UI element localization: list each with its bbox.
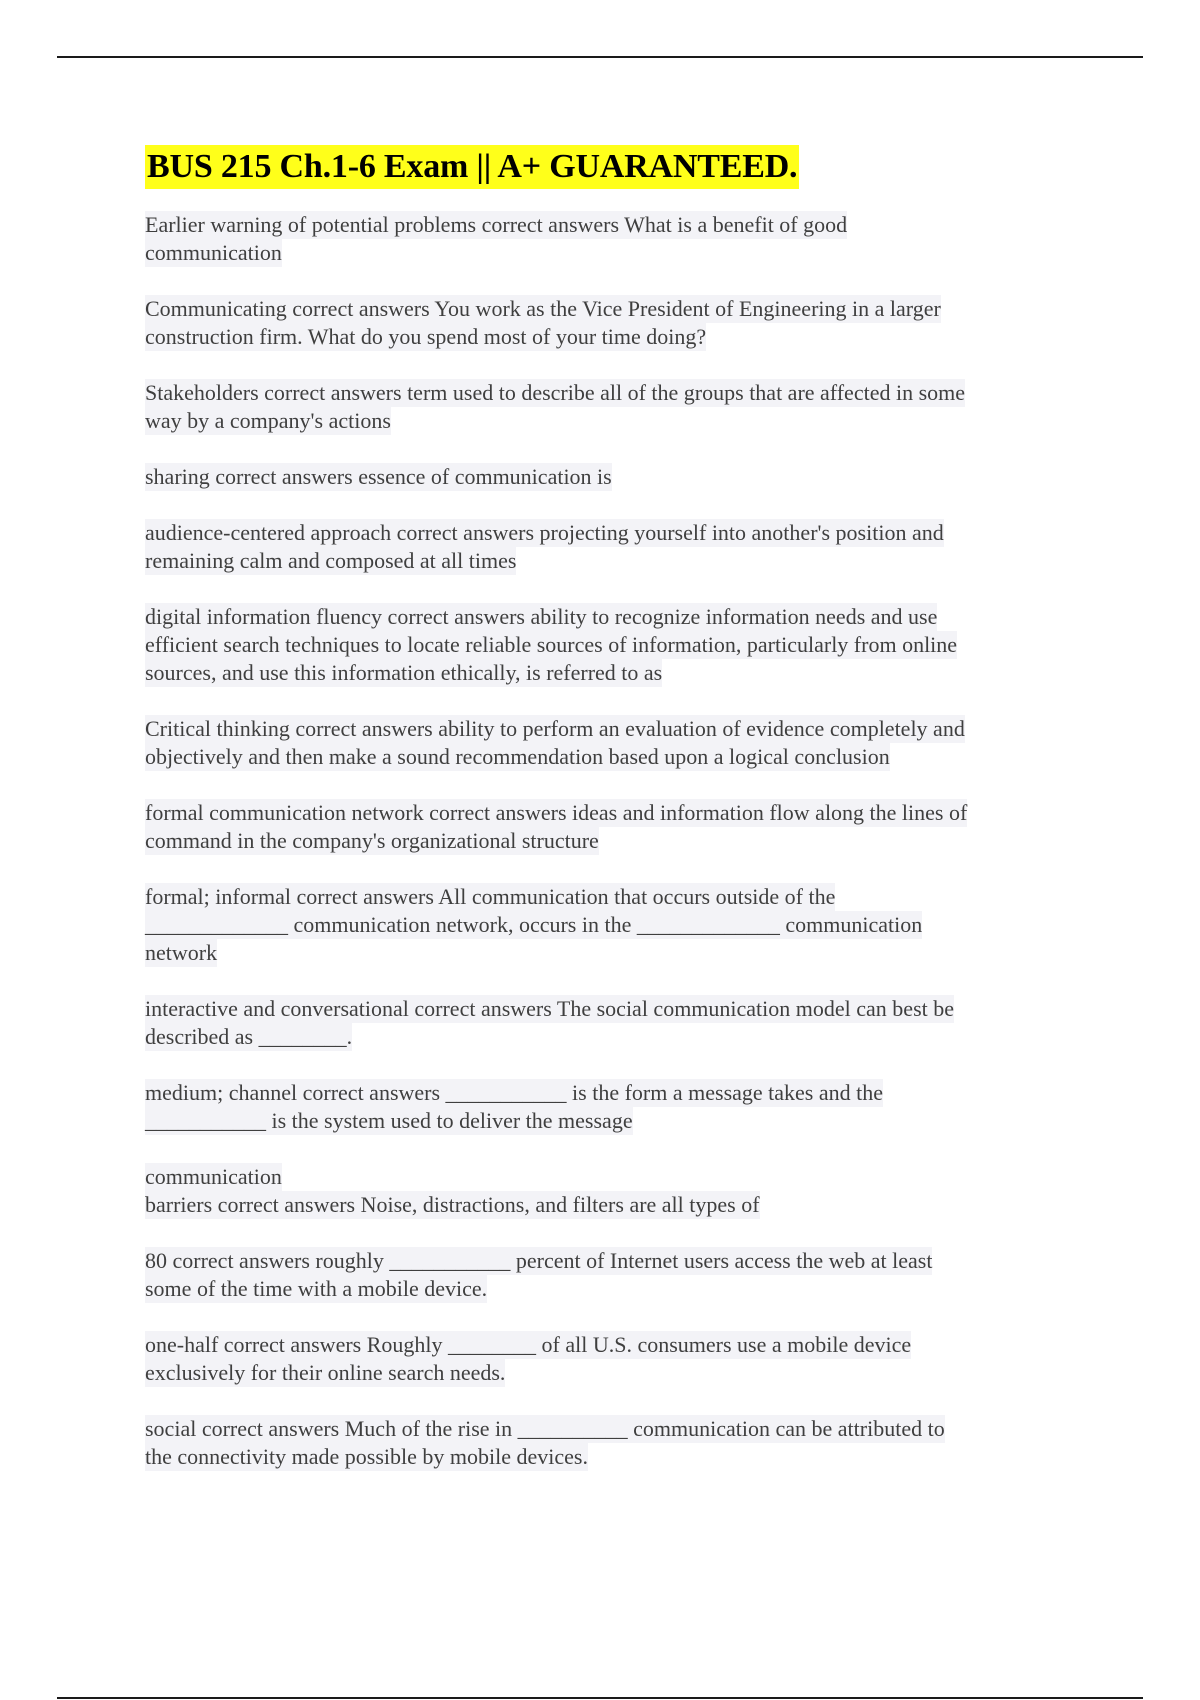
qa-line: Critical thinking correct answers ability to perform an evaluation of evidence completely and — [145, 716, 965, 741]
document-body — [145, 145, 1065, 1499]
qa-item — [145, 603, 1065, 687]
qa-line: formal; informal correct answers All communication that occurs outside of the — [145, 884, 836, 909]
bottom-rule — [57, 1697, 1143, 1699]
qa-item — [145, 379, 1065, 435]
qa-item — [145, 1079, 1065, 1135]
qa-line: the connectivity made possible by mobile devices. — [145, 1444, 588, 1469]
qa-line: objectively and then make a sound recommendation based upon a logical conclusion — [145, 744, 890, 769]
qa-item — [145, 1163, 1065, 1219]
qa-list — [145, 211, 1065, 1471]
qa-line: Communicating correct answers You work as the Vice President of Engineering in a larger — [145, 296, 941, 321]
qa-item — [145, 463, 1065, 491]
qa-line: ___________ is the system used to deliver the message — [145, 1108, 633, 1133]
qa-line: remaining calm and composed at all times — [145, 548, 517, 573]
qa-line: command in the company's organizational structure — [145, 828, 599, 853]
qa-line: Stakeholders correct answers term used to describe all of the groups that are affected in some — [145, 380, 966, 405]
qa-line: communication — [145, 240, 282, 265]
qa-line: network — [145, 940, 218, 965]
qa-line: efficient search techniques to locate reliable sources of information, particularly from online — [145, 632, 958, 657]
qa-line: some of the time with a mobile device. — [145, 1276, 488, 1301]
qa-line: interactive and conversational correct answers The social communication model can best be — [145, 996, 955, 1021]
qa-item — [145, 295, 1065, 351]
qa-item — [145, 519, 1065, 575]
qa-line: medium; channel correct answers ___________ is the form a message takes and the — [145, 1080, 883, 1105]
qa-line: construction firm. What do you spend most of your time doing? — [145, 324, 707, 349]
qa-line: barriers correct answers Noise, distractions, and filters are all types of — [145, 1192, 760, 1217]
qa-line: digital information fluency correct answers ability to recognize information needs and use — [145, 604, 938, 629]
qa-item — [145, 1331, 1065, 1387]
top-rule — [57, 56, 1143, 58]
qa-line: described as ________. — [145, 1024, 353, 1049]
qa-line: 80 correct answers roughly ___________ percent of Internet users access the web at least — [145, 1248, 933, 1273]
qa-item — [145, 883, 1065, 967]
qa-line: sources, and use this information ethically, is referred to as — [145, 660, 663, 685]
qa-item — [145, 1415, 1065, 1471]
qa-line: sharing correct answers essence of communication is — [145, 464, 612, 489]
qa-line: _____________ communication network, occurs in the _____________ communication — [145, 912, 923, 937]
qa-line: formal communication network correct answers ideas and information flow along the lines of — [145, 800, 968, 825]
document-title: BUS 215 Ch.1-6 Exam || A+ GUARANTEED. — [145, 145, 799, 189]
qa-item — [145, 799, 1065, 855]
qa-line: communication — [145, 1164, 282, 1189]
qa-line: one-half correct answers Roughly ________ of all U.S. consumers use a mobile device — [145, 1332, 912, 1357]
qa-item — [145, 211, 1065, 267]
qa-item — [145, 995, 1065, 1051]
qa-item — [145, 1247, 1065, 1303]
qa-line: exclusively for their online search needs. — [145, 1360, 506, 1385]
qa-item — [145, 715, 1065, 771]
qa-line: way by a company's actions — [145, 408, 391, 433]
qa-line: audience-centered approach correct answers projecting yourself into another's position and — [145, 520, 944, 545]
qa-line: social correct answers Much of the rise in __________ communication can be attributed to — [145, 1416, 945, 1441]
qa-line: Earlier warning of potential problems correct answers What is a benefit of good — [145, 212, 848, 237]
